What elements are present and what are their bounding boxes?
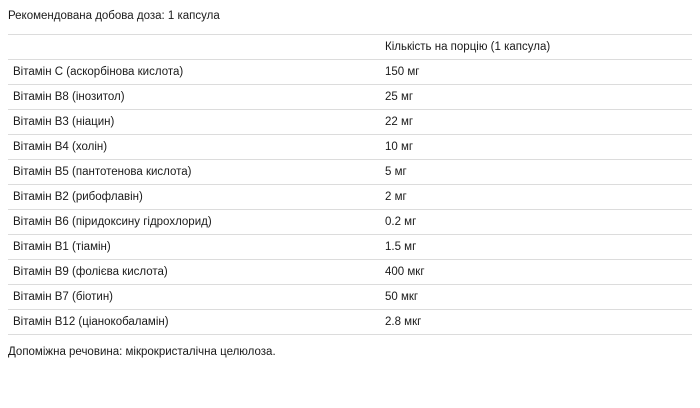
ingredient-name: Вітамін В7 (біотин) xyxy=(8,285,380,310)
table-row xyxy=(8,235,692,260)
ingredient-amount: 1.5 мг xyxy=(380,235,692,260)
table-row xyxy=(8,85,692,110)
ingredient-amount: 10 мг xyxy=(380,135,692,160)
table-row xyxy=(8,260,692,285)
ingredient-amount: 400 мкг xyxy=(380,260,692,285)
table-row xyxy=(8,60,692,85)
table-body xyxy=(8,60,692,335)
header-amount-per-serving: Кількість на порцію (1 капсула) xyxy=(380,35,692,60)
ingredient-amount: 50 мкг xyxy=(380,285,692,310)
ingredient-name: Вітамін В5 (пантотенова кислота) xyxy=(8,160,380,185)
recommended-dose-text: Рекомендована добова доза: 1 капсула xyxy=(8,10,220,22)
ingredient-amount: 150 мг xyxy=(380,60,692,85)
table-row xyxy=(8,160,692,185)
nutrition-table-container xyxy=(8,34,692,335)
ingredient-name: Вітамін В4 (холін) xyxy=(8,135,380,160)
nutrition-table xyxy=(8,34,692,335)
ingredient-amount: 0.2 мг xyxy=(380,210,692,235)
ingredient-name: Вітамін В1 (тіамін) xyxy=(8,235,380,260)
header-ingredient xyxy=(8,35,380,60)
ingredient-amount: 22 мг xyxy=(380,110,692,135)
ingredient-name: Вітамін В2 (рибофлавін) xyxy=(8,185,380,210)
table-row xyxy=(8,285,692,310)
ingredient-name: Вітамін В3 (ніацин) xyxy=(8,110,380,135)
table-row xyxy=(8,110,692,135)
ingredient-amount: 2 мг xyxy=(380,185,692,210)
table-row xyxy=(8,135,692,160)
table-row xyxy=(8,185,692,210)
excipients-text: Допоміжна речовина: мікрокристалічна целюлоза. xyxy=(8,346,276,358)
ingredient-name: Вітамін В8 (інозитол) xyxy=(8,85,380,110)
ingredient-name: Вітамін С (аскорбінова кислота) xyxy=(8,60,380,85)
ingredient-amount: 2.8 мкг xyxy=(380,310,692,335)
ingredient-amount: 5 мг xyxy=(380,160,692,185)
ingredient-name: Вітамін В6 (піридоксину гідрохлорид) xyxy=(8,210,380,235)
ingredient-amount: 25 мг xyxy=(380,85,692,110)
table-row xyxy=(8,310,692,335)
table-header-row xyxy=(8,35,692,60)
ingredient-name: Вітамін В12 (ціанокобаламін) xyxy=(8,310,380,335)
ingredient-name: Вітамін В9 (фолієва кислота) xyxy=(8,260,380,285)
table-row xyxy=(8,210,692,235)
